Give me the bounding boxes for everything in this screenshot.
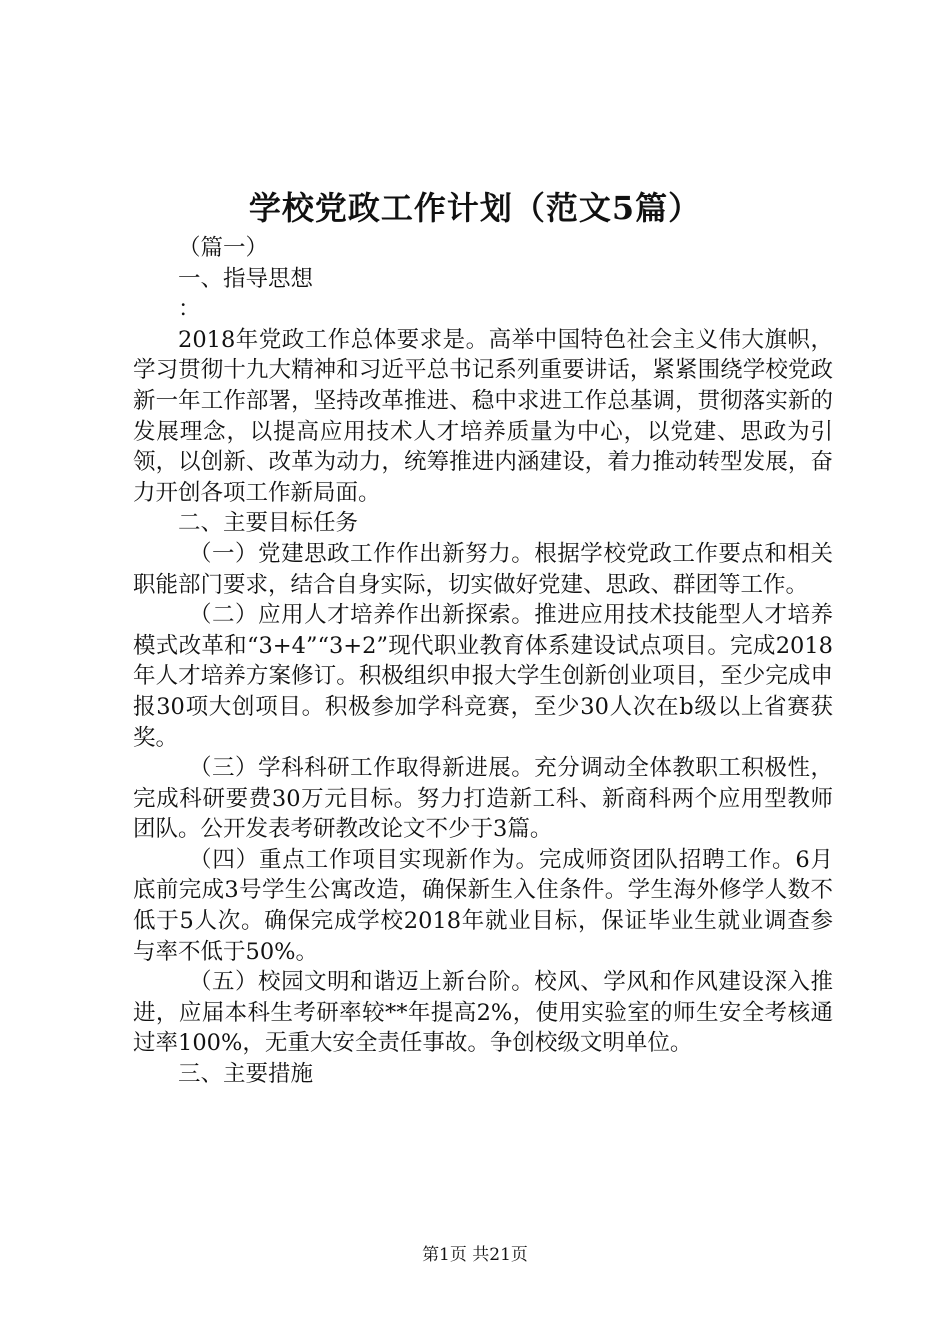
paragraph-overall-requirements: 2018年党政工作总体要求是。高举中国特色社会主义伟大旗帜，学习贯彻十九大精神和习近平总书记系列重要讲话，紧紧围绕学校党政新一年工作部署，坚持改革推进、稳中求进工作总基调，贯彻落实新的发展理念，以提高应用技术人才培养质量为中心，以党建、思政为引领，以创新、改革为动力，统筹推进内涵建设，着力推动转型发展，奋力开创各项工作新局面。 [133,326,833,506]
paragraph-goal-5: （五）校园文明和谐迈上新台阶。校风、学风和作风建设深入推进，应届本科生考研率较**年提高2%，使用实验室的师生安全考核通过率100%，无重大安全责任事故。争创校级文明单位。 [133,969,833,1057]
heading-main-goals: 二、主要目标任务 [178,510,359,537]
paragraph-goal-3: （三）学科科研工作取得新进展。充分调动全体教职工积极性，完成科研要费30万元目标。努力打造新工科、新商科两个应用型教师团队。公开发表考研教改论文不少于3篇。 [133,755,833,843]
page-footer: 第1页 共21页 [422,1245,528,1265]
heading-main-measures: 三、主要措施 [178,1061,314,1088]
paragraph-goal-4: （四）重点工作项目实现新作为。完成师资团队招聘工作。6月底前完成3号学生公寓改造，确保新生入住条件。学生海外修学人数不低于5人次。确保完成学校2018年就业目标，保证毕业生就业调查参与率不低于50%。 [133,846,833,965]
colon-line: ： [178,296,201,323]
paragraph-goal-2: （二）应用人才培养作出新探索。推进应用技术技能型人才培养模式改革和“3+4”“3+2”现代职业教育体系建设试点项目。完成2018年人才培养方案修订。积极组织申报大学生创新创业项目，至少完成申报30项大创项目。积极参加学科竞赛，至少30人次在b级以上省赛获奖。 [133,602,833,751]
section-label-part-one: （篇一） [178,235,269,261]
paragraph-goal-1: （一）党建思政工作作出新努力。根据学校党政工作要点和相关职能部门要求，结合自身实际，切实做好党建、思政、群团等工作。 [133,540,833,598]
heading-guiding-ideology: 一、指导思想 [178,265,314,292]
document-title: 学校党政工作计划（范文5篇） [248,189,702,227]
document-body [133,233,833,1090]
